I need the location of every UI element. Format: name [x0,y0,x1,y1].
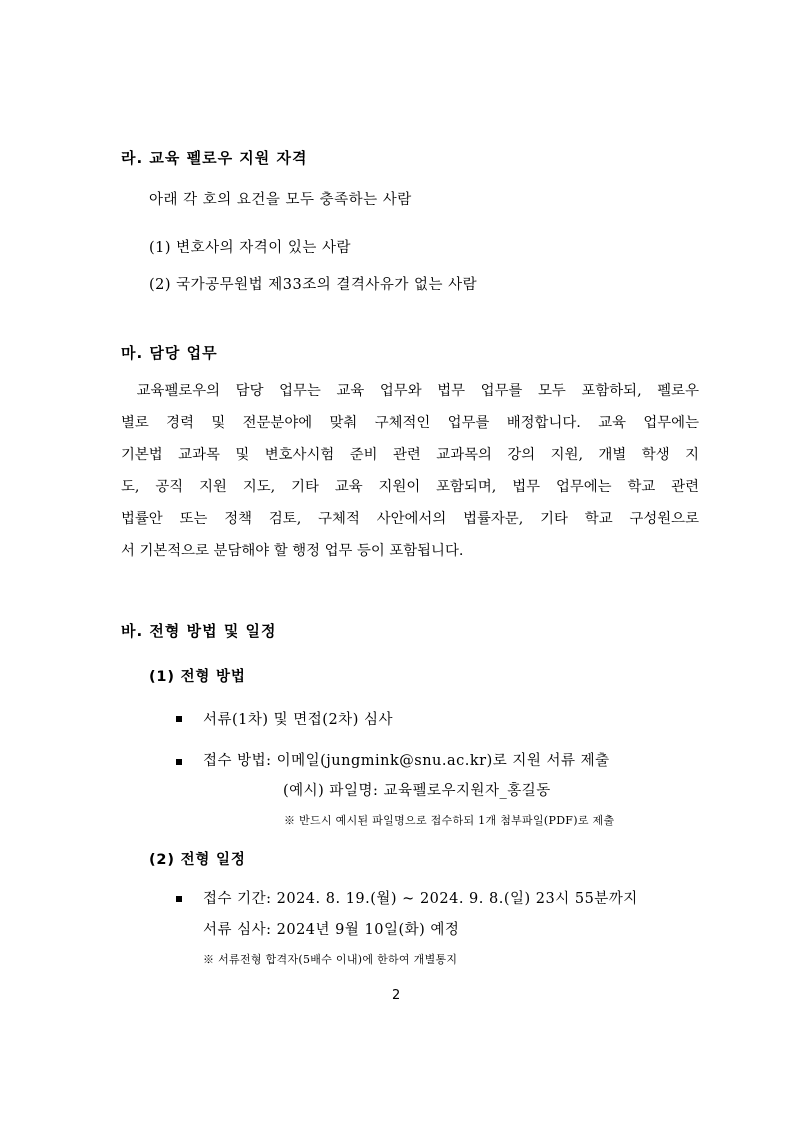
section-ba-heading: 바. 전형 방법 및 일정 [121,622,277,640]
paragraph-line: 교육펠로우의 담당 업무는 교육 업무와 법무 업무를 모두 포함하되, 펠로우 [121,383,699,399]
paragraph-line: 법률안 또는 정책 검토, 구체적 사안에서의 법률자문, 기타 학교 구성원으로 [121,511,699,527]
method-example: (예시) 파일명: 교육펠로우지원자_홍길동 [283,783,551,799]
section-ra-heading: 라. 교육 펠로우 지원 자격 [121,149,308,167]
method-bullet-1: 서류(1차) 및 면접(2차) 심사 [203,712,393,728]
schedule-bullet-1: 접수 기간: 2024. 8. 19.(월) ~ 2024. 9. 8.(일) 23시 55분까지 [203,891,638,907]
page-number: 2 [392,988,401,1003]
section-ra-intro: 아래 각 호의 요건을 모두 충족하는 사람 [149,192,412,208]
section-ra-item-1: (1) 변호사의 자격이 있는 사람 [149,240,352,256]
bullet-square-icon [176,759,182,765]
section-ma-heading: 마. 담당 업무 [121,344,218,362]
schedule-line-2: 서류 심사: 2024년 9월 10일(화) 예정 [203,922,460,938]
section-ra-item-2: (2) 국가공무원법 제33조의 결격사유가 없는 사람 [149,277,478,293]
paragraph-line: 기본법 교과목 및 변호사시험 준비 관련 교과목의 강의 지원, 개별 학생 지 [121,447,699,463]
section-ma-paragraph [121,375,699,567]
method-note: ※ 반드시 예시된 파일명으로 접수하되 1개 첨부파일(PDF)로 제출 [284,814,615,827]
paragraph-line: 별로 경력 및 전문분야에 맞춰 구체적인 업무를 배정합니다. 교육 업무에는 [121,415,699,431]
paragraph-line: 도, 공직 지원 지도, 기타 교육 지원이 포함되며, 법무 업무에는 학교 관련 [121,479,699,495]
schedule-heading: (2) 전형 일정 [149,852,246,868]
schedule-note: ※ 서류전형 합격자(5배수 이내)에 한하여 개별통지 [203,953,458,966]
bullet-square-icon [176,716,182,722]
method-bullet-2: 접수 방법: 이메일(jungmink@snu.ac.kr)로 지원 서류 제출 [203,753,610,769]
paragraph-line-last: 서 기본적으로 분담해야 할 행정 업무 등이 포함됩니다. [121,543,464,559]
bullet-square-icon [176,896,182,902]
method-heading: (1) 전형 방법 [149,669,246,685]
